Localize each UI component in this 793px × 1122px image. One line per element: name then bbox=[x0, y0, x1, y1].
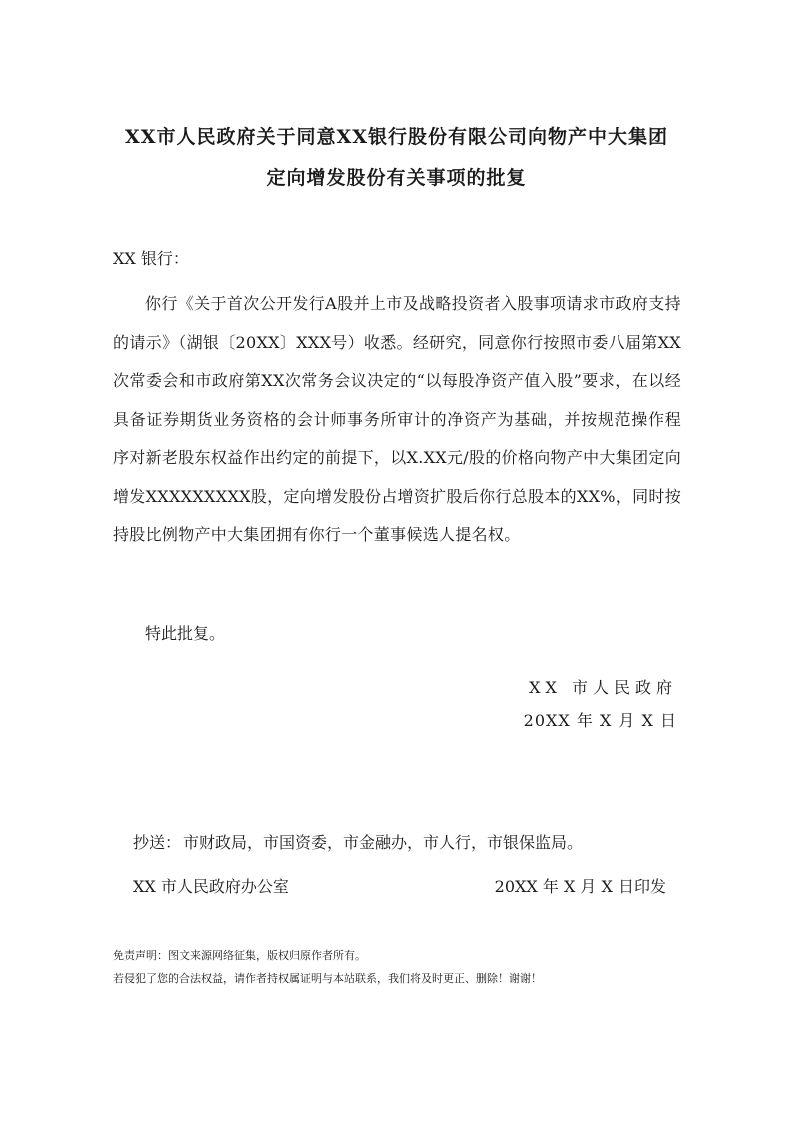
disclaimer-line-2: 若侵犯了您的合法权益，请作者持权属证明与本站联系，我们将及时更正、删除！谢谢！ bbox=[113, 972, 542, 985]
salutation: XX 银行： bbox=[113, 249, 189, 268]
document-title-line-2: 定向增发股份有关事项的批复 bbox=[266, 167, 527, 189]
document-title-line-1: XX市人民政府关于同意XX银行股份有限公司向物产中大集团 bbox=[125, 126, 668, 148]
cc-line bbox=[133, 830, 583, 853]
issuer: XX 市人民政府办公室 bbox=[133, 877, 289, 896]
body-paragraph: 你行《关于首次公开发行A股并上市及战略投资者入股事项请求市政府支持的请示》（湖银〔20XX〕XXX号）收悉。经研究，同意你行按照市委八届第XX次常委会和市政府第XX次常务会议决定的“以每股净资产值入股”要求，在以经具备证券期货业务资格的会计师事务所审计的净资产为基础，并按规范操作程序对新老股东权益作出约定的前提下，以X.XX元/股的价格向物产中大集团定向增发XXXXXXXXX股，定向增发股份占增资扩股后你行总股本的XX%，同时按持股比例物产中大集团拥有你行一个董事候选人提名权。 bbox=[113, 294, 681, 544]
signing-date: 20XX 年 X 月 X 日 bbox=[523, 711, 677, 730]
disclaimer-line-1: 免责声明：图文来源网络征集，版权归原作者所有。 bbox=[113, 949, 366, 962]
cc-label: 抄送： bbox=[133, 833, 182, 852]
signer: XX 市人民政府 bbox=[529, 678, 677, 697]
issuer-row bbox=[133, 874, 666, 897]
closing-remark: 特此批复。 bbox=[145, 624, 226, 643]
cc-recipients: 市财政局，市国资委，市金融办，市人行，市银保监局。 bbox=[183, 833, 584, 852]
issue-date: 20XX 年 X 月 X 日印发 bbox=[494, 877, 666, 896]
